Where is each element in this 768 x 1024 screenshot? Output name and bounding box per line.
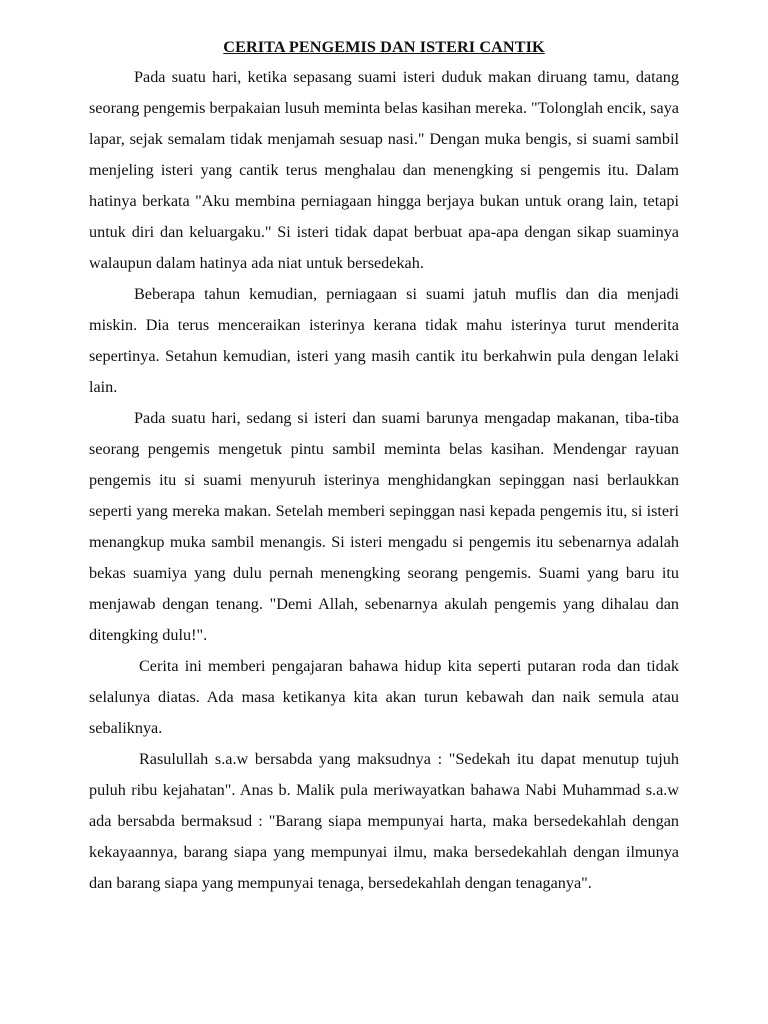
document-title: CERITA PENGEMIS DAN ISTERI CANTIK — [223, 38, 545, 56]
paragraph-4: Cerita ini memberi pengajaran bahawa hidup kita seperti putaran roda dan tidak selalunya diatas. Ada masa ketikanya kita akan turun kebawah dan naik semula atau sebaliknya. — [89, 657, 679, 737]
document-page — [89, 34, 679, 899]
paragraph-1: Pada suatu hari, ketika sepasang suami isteri duduk makan diruang tamu, datang seorang pengemis berpakaian lusuh meminta belas kasihan mereka. "Tolonglah encik, saya lapar, sejak semalam tidak menjamah sesuap nasi." Dengan muka bengis, si suami sambil menjeling isteri yang cantik terus menghalau dan menengking si pengemis itu. Dalam hatinya berkata "Aku membina perniagaan hingga berjaya bukan untuk orang lain, tetapi untuk diri dan keluargaku." Si isteri tidak dapat berbuat apa-apa dengan sikap suaminya walaupun dalam hatinya ada niat untuk bersedekah. — [89, 68, 679, 272]
paragraph-2: Beberapa tahun kemudian, perniagaan si suami jatuh muflis dan dia menjadi miskin. Dia terus menceraikan isterinya kerana tidak mahu isterinya turut menderita sepertinya. Setahun kemudian, isteri yang masih cantik itu berkahwin pula dengan lelaki lain. — [89, 285, 679, 396]
paragraph-5: Rasulullah s.a.w bersabda yang maksudnya : "Sedekah itu dapat menutup tujuh puluh ribu kejahatan". Anas b. Malik pula meriwayatkan bahawa Nabi Muhammad s.a.w ada bersabda bermaksud : "Barang siapa mempunyai harta, maka bersedekahlah dengan kekayaannya, barang siapa yang mempunyai ilmu, maka bersedekahlah dengan ilmunya dan barang siapa yang mempunyai tenaga, bersedekahlah dengan tenaganya". — [89, 750, 679, 892]
paragraph-3: Pada suatu hari, sedang si isteri dan suami barunya mengadap makanan, tiba-tiba seorang pengemis mengetuk pintu sambil meminta belas kasihan. Mendengar rayuan pengemis itu si suami menyuruh isterinya menghidangkan sepinggan nasi berlaukkan seperti yang mereka makan. Setelah memberi sepinggan nasi kepada pengemis itu, si isteri menangkup muka sambil menangis. Si isteri mengadu si pengemis itu sebenarnya adalah bekas suamiya yang dulu pernah menengking seorang pengemis. Suami yang baru itu menjawab dengan tenang. "Demi Allah, sebenarnya akulah pengemis yang dihalau dan ditengking dulu!". — [89, 409, 679, 644]
